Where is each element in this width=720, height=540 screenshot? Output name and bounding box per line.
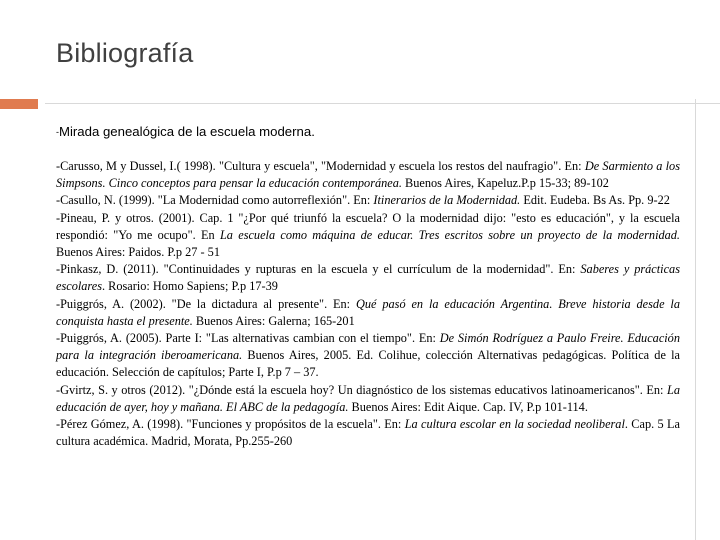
reference-item xyxy=(56,416,680,450)
reference-item xyxy=(56,158,680,192)
reference-list xyxy=(56,158,680,450)
reference-text: . Rosario: Homo Sapiens; P.p 17-39 xyxy=(102,279,278,294)
reference-text: Buenos Aires: Edit Aique. Cap. IV, P.p 101-114. xyxy=(348,399,588,414)
reference-text: Buenos Aires, Kapeluz.P.p 15-33; 89-102 xyxy=(401,176,609,191)
reference-text: -Pinkasz, D. (2011). "Continuidades y rupturas en la escuela y el currículum de la modernidad". En: xyxy=(56,262,581,277)
reference-source-title: Itinerarios de la Modernidad. xyxy=(373,193,521,208)
reference-source-title: De Simón Rodríguez a Paulo Freire. Educación para la integración iberoamericana. xyxy=(56,331,680,363)
slide-title: Bibliografía xyxy=(56,38,194,68)
heading-text: Mirada genealógica de la escuela moderna. xyxy=(59,124,315,139)
reference-text: Edit. Eudeba. Bs As. Pp. 9-22 xyxy=(520,193,670,208)
reference-source-title: De Sarmiento a los Simpsons. Cinco conceptos para pensar la educación contemporánea. xyxy=(56,159,680,191)
reference-text: -Puiggrós, A. (2002). "De la dictadura al presente". En: xyxy=(56,296,356,311)
reference-item xyxy=(56,261,680,295)
reference-text: Buenos Aires, 2005. Ed. Colihue, colección Alternativas pedagógicas. Política de la educación. Selección de capítulos; Parte I, P.p 7 – 37. xyxy=(56,348,680,380)
reference-text: -Pineau, P. y otros. (2001). Cap. 1 "¿Por qué triunfó la escuela? O la modernidad dijo: "esto es educación", y la escuela respondió: "Yo me ocupo". En xyxy=(56,210,680,242)
reference-item xyxy=(56,296,680,330)
reference-source-title: La escuela como máquina de educar. Tres escritos sobre un proyecto de la modernidad. xyxy=(219,227,680,242)
title-divider xyxy=(45,103,720,104)
reference-text: -Puiggrós, A. (2005). Parte I: "Las alternativas cambian con el tiempo". En: xyxy=(56,331,440,346)
reference-item xyxy=(56,382,680,416)
reference-text: . Cap. 5 La cultura académica. Madrid, Morata, Pp.255-260 xyxy=(56,417,680,449)
reference-source-title: Saberes y prácticas escolares xyxy=(56,262,680,294)
reference-text: -Casullo, N. (1999). "La Modernidad como autorreflexión". En: xyxy=(56,193,374,208)
section-heading xyxy=(56,124,680,140)
reference-source-title: Qué pasó en la educación Argentina. Breve historia desde la conquista hasta el presente. xyxy=(56,296,680,328)
reference-text: -Pérez Gómez, A. (1998). "Funciones y propósitos de la escuela". En: xyxy=(56,417,405,432)
reference-source-title: La educación de ayer, hoy y mañana. El ABC de la pedagogía. xyxy=(56,382,680,414)
reference-item xyxy=(56,330,680,382)
right-margin-line xyxy=(695,99,696,540)
reference-text: Buenos Aires: Galerna; 165-201 xyxy=(192,313,355,328)
reference-item xyxy=(56,192,680,209)
title-accent-bar xyxy=(0,99,38,109)
reference-text: -Gvirtz, S. y otros (2012). "¿Dónde está la escuela hoy? Un diagnóstico de los sistemas educativos latinoamericanos". En: xyxy=(56,382,667,397)
heading-bullet: - xyxy=(56,127,59,137)
reference-text: -Carusso, M y Dussel, I.( 1998). "Cultura y escuela", "Modernidad y escuela los restos del naufragio". En: xyxy=(56,159,585,173)
slide-body xyxy=(56,124,680,450)
reference-item xyxy=(56,210,680,262)
reference-text: Buenos Aires: Paidos. P.p 27 - 51 xyxy=(56,245,220,260)
reference-source-title: La cultura escolar en la sociedad neoliberal xyxy=(404,417,625,432)
